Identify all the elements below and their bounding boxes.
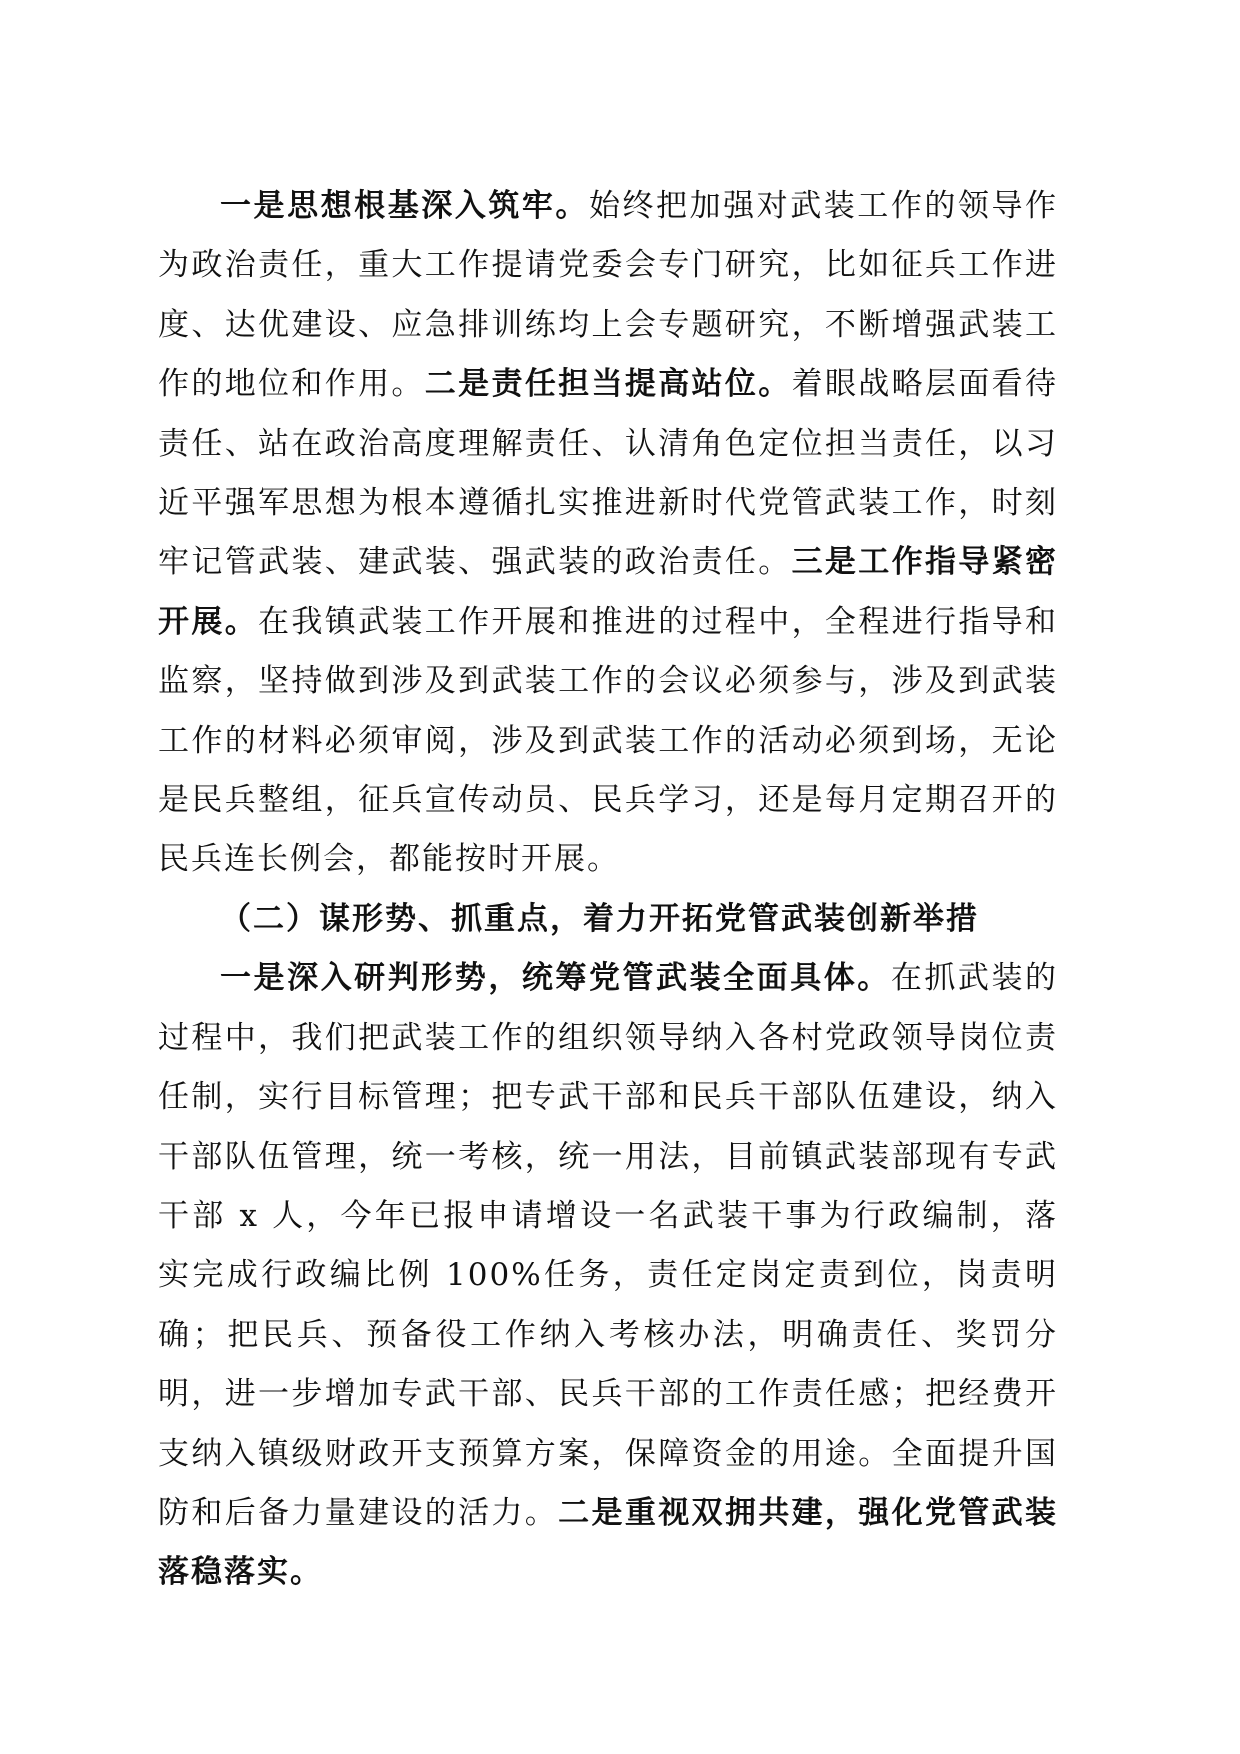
point-two-text: 着眼战略层面看待责任、站在政治高度理解责任、认清角色定位担当责任，以习近平强军思想为根本遵循扎实推进新时代党管武装工作，时刻牢记管武装、建武装、强武装的政治责任。 (158, 366, 1059, 581)
point-three-text: 在我镇武装工作开展和推进的过程中，全程进行指导和监察，坚持做到涉及到武装工作的会议必须参与，涉及到武装工作的材料必须审阅，涉及到武装工作的活动必须到场，无论是民兵整组，征兵宣传动员、民兵学习，还是每月定期召开的民兵连长例会，都能按时开展。 (158, 603, 1059, 878)
section-point-two-heading: 二是重视双拥共建，强化党管武装落稳落实。 (158, 1494, 1059, 1591)
section-point-one-heading: 一是深入研判形势，统筹党管武装全面具体。 (220, 960, 891, 997)
section-point-one-text: 在抓武装的过程中，我们把武装工作的组织领导纳入各村党政领导岗位责任制，实行目标管理；把专武干部和民兵干部队伍建设，纳入干部队伍管理，统一考核，统一用法，目前镇武装部现有专武干部 x 人，今年已报申请增设一名武装干事为行政编制，落实完成行政编比例 100%任务，责任定岗定责到位，岗责明确；把民兵、预备役工作纳入考核办法，明确责任、奖罚分明，进一步增加专武干部、民兵干部的工作责任感；把经费开支纳入镇级财政开支预算方案，保障资金的用途。全面提升国防和后备力量建设的活力。 (158, 960, 1059, 1531)
paragraph-two (158, 949, 1058, 1602)
point-one-text: 始终把加强对武装工作的领导作为政治责任，重大工作提请党委会专门研究，比如征兵工作进度、达优建设、应急排训练均上会专题研究，不断增强武装工作的地位和作用。 (158, 188, 1059, 403)
point-two-heading: 二是责任担当提高站位。 (424, 366, 792, 403)
point-one-heading: 一是思想根基深入筑牢。 (220, 188, 589, 224)
paragraph-one (158, 177, 1058, 890)
point-three-heading: 三是工作指导紧密开展。 (158, 544, 1059, 640)
document-body (158, 177, 1058, 1603)
section-heading: （二）谋形势、抓重点，着力开拓党管武装创新举措 (220, 900, 979, 937)
